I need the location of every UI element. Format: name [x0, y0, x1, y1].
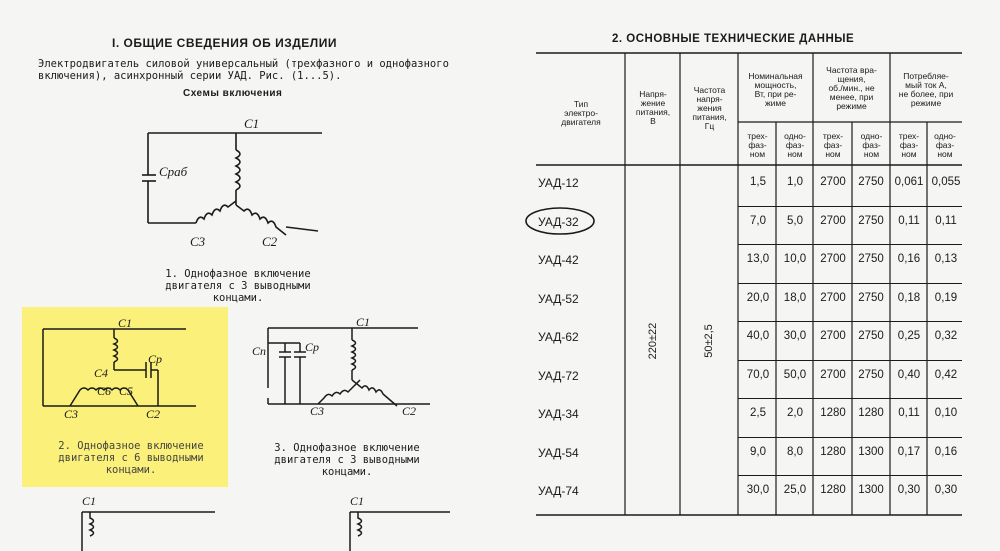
subheader-speed-1ph — [853, 132, 890, 159]
d2-label-c1: C1 — [118, 316, 133, 330]
header-voltage-line: Напря- — [639, 89, 667, 99]
frequency-value: 50±2,5 — [703, 324, 715, 358]
row-divider — [738, 321, 962, 322]
d3-label-c2: C2 — [402, 404, 417, 418]
d2-label-c5: C5 — [119, 384, 134, 398]
d3-label-cp: Cр — [305, 340, 320, 354]
row-cell-i3: 0,18 — [897, 291, 921, 304]
diagram-3-caption — [262, 442, 432, 478]
row-cell-n1: 1300 — [858, 484, 884, 496]
sub-line: фаз- — [785, 140, 805, 150]
header-power-line: жиме — [764, 98, 786, 108]
row-divider — [738, 244, 962, 245]
header-type-line: двигателя — [561, 117, 601, 127]
row-cell-n3: 2700 — [820, 291, 846, 304]
row-cell-i3: 0,16 — [897, 253, 921, 265]
d2-caption-line: концами. — [105, 464, 157, 476]
d2-label-c6: C6 — [97, 384, 112, 398]
row-cell-n1: 2750 — [858, 176, 884, 188]
row-cell-p3: 20,0 — [746, 291, 770, 304]
d3-label-c3: C3 — [310, 404, 325, 418]
header-current — [891, 72, 961, 108]
header-current-line: не более, при — [898, 89, 954, 99]
row-cell-n3: 2700 — [820, 176, 846, 188]
sub-line: ном — [749, 149, 766, 159]
header-current-line: Потребляе- — [903, 71, 949, 81]
row-cell-n3: 2700 — [820, 214, 846, 227]
header-frequency — [682, 86, 737, 131]
row-cell-p3: 1,5 — [750, 176, 766, 188]
row-cell-n3: 1280 — [820, 445, 846, 458]
row-cell-n3: 1280 — [820, 407, 846, 419]
row-type-label: УАД-54 — [538, 445, 579, 460]
header-frequency-line: жения — [697, 103, 722, 113]
subheader-speed-3ph — [814, 132, 852, 159]
row-cell-i3: 0,30 — [897, 484, 921, 496]
d2-label-c3: C3 — [64, 407, 79, 421]
row-cell-p3: 70,0 — [746, 368, 770, 381]
row-divider — [738, 360, 962, 361]
row-divider — [738, 475, 962, 476]
header-type-line: Тип — [573, 99, 589, 109]
header-current-line: мый ток А, — [905, 80, 947, 90]
row-cell-p1: 18,0 — [783, 291, 807, 304]
row-cell-n1: 2750 — [858, 253, 884, 265]
row-cell-p1: 1,0 — [787, 176, 803, 188]
sub-line: одно- — [860, 131, 883, 141]
d1-caption-line: 1. Однофазное включение — [165, 268, 311, 280]
row-divider — [738, 283, 962, 284]
right-section-title: 2. ОСНОВНЫЕ ТЕХНИЧЕСКИЕ ДАННЫЕ — [612, 33, 855, 45]
d3-label-c1: C1 — [356, 315, 371, 329]
d3-caption-line: 3. Однофазное включение — [274, 442, 420, 454]
header-speed-line: об./мин., не — [828, 83, 875, 93]
left-section-title: I. ОБЩИЕ СВЕДЕНИЯ ОБ ИЗДЕЛИИ — [112, 36, 337, 50]
voltage-value: 220±22 — [647, 322, 659, 360]
row-type-label: УАД-72 — [538, 368, 579, 383]
header-voltage-line: В — [650, 116, 656, 126]
row-cell-i1: 0,42 — [934, 368, 958, 381]
row-cell-p1: 10,0 — [783, 253, 807, 265]
row-cell-i3: 0,061 — [894, 176, 924, 188]
row-cell-i1: 0,32 — [934, 330, 958, 342]
header-speed-line: менее, при — [829, 92, 874, 102]
row-cell-n3: 1280 — [820, 484, 846, 496]
row-cell-n1: 2750 — [858, 291, 884, 304]
sub-line: фаз- — [935, 140, 955, 150]
header-power-line: Вт, при ре- — [754, 89, 797, 99]
sub-line: фаз- — [748, 140, 767, 150]
schemes-title: Схемы включения — [183, 88, 283, 99]
row-cell-p1: 5,0 — [787, 214, 803, 227]
d2-caption-line: 2. Однофазное включение — [58, 440, 204, 452]
header-speed-line: Частота вра- — [826, 65, 877, 75]
d2-label-c2: C2 — [146, 407, 161, 421]
subheader-current-3ph — [891, 132, 927, 159]
sub-line: трех- — [898, 131, 920, 141]
header-voltage — [627, 90, 679, 126]
diagram-2-caption — [46, 440, 216, 476]
row-cell-p1: 30,0 — [783, 330, 807, 342]
row-cell-i1: 0,16 — [934, 445, 958, 458]
d1-caption-line: концами. — [212, 292, 264, 304]
row-cell-n1: 1300 — [858, 445, 884, 458]
intro-line-2: включения), асинхронный серии УАД. Рис. (1...5). — [38, 70, 342, 82]
sub-line: фаз- — [862, 140, 881, 150]
row-divider — [738, 206, 962, 207]
row-cell-p3: 7,0 — [750, 214, 766, 227]
sub-line: ном — [787, 149, 803, 159]
header-voltage-line: питания, — [635, 107, 671, 117]
header-voltage-line: жение — [640, 98, 666, 108]
row-cell-i3: 0,25 — [897, 330, 921, 342]
row-cell-p1: 2,0 — [787, 407, 803, 419]
row-divider — [738, 398, 962, 399]
header-speed-line: режиме — [836, 101, 867, 111]
d3-caption-line: концами. — [321, 466, 373, 478]
sub-line: трех- — [747, 131, 768, 141]
subheader-power-1ph — [777, 132, 813, 159]
header-frequency-line: Гц — [704, 121, 715, 131]
sub-line: фаз- — [899, 140, 919, 150]
row-type-label: УАД-62 — [538, 330, 579, 344]
bottom-label-c1-left: C1 — [82, 494, 97, 508]
row-cell-i1: 0,19 — [934, 291, 958, 304]
row-cell-i1: 0,10 — [934, 407, 958, 419]
row-cell-p3: 40,0 — [746, 330, 770, 342]
row-cell-n3: 2700 — [820, 330, 846, 342]
row-cell-p3: 30,0 — [746, 484, 770, 496]
row-cell-i3: 0,11 — [898, 407, 920, 419]
row-cell-p3: 9,0 — [750, 445, 766, 458]
row-type-label: УАД-52 — [538, 291, 579, 306]
row-type-label: УАД-42 — [538, 253, 579, 267]
row-type-label: УАД-34 — [538, 407, 579, 421]
intro-line-1: Электродвигатель силовой универсальный (трехфазного и однофазного — [38, 58, 449, 70]
sub-line: ном — [901, 149, 917, 159]
header-power — [739, 72, 812, 108]
circle-marker — [0, 0, 1, 1]
header-type-line: электро- — [564, 108, 598, 118]
row-cell-i1: 0,30 — [934, 484, 958, 496]
d1-label-c2: C2 — [262, 234, 278, 249]
sub-line: ном — [937, 149, 953, 159]
row-cell-i3: 0,11 — [898, 214, 920, 227]
row-type-label: УАД-12 — [538, 176, 579, 190]
d3-label-cn: Cп — [252, 344, 267, 358]
row-type-label: УАД-74 — [538, 484, 579, 498]
row-cell-n1: 2750 — [858, 214, 884, 227]
d2-caption-line: двигателя с 6 выводными — [58, 452, 204, 464]
header-frequency-line: питания, — [692, 112, 727, 122]
header-current-line: режиме — [910, 98, 942, 108]
sub-line: ном — [825, 149, 841, 159]
row-cell-p1: 8,0 — [787, 445, 803, 458]
bottom-label-c1-right: C1 — [350, 494, 365, 508]
sub-line: трех- — [822, 131, 844, 141]
d2-label-cp: Cр — [148, 352, 163, 366]
d1-label-c3: C3 — [190, 234, 206, 249]
row-cell-i1: 0,055 — [931, 176, 961, 188]
row-cell-p1: 50,0 — [783, 368, 807, 381]
row-divider — [738, 437, 962, 438]
header-speed — [814, 66, 889, 111]
row-cell-n1: 1280 — [858, 407, 884, 419]
row-cell-i3: 0,17 — [897, 445, 921, 458]
header-speed-line: щения, — [837, 74, 866, 84]
row-cell-p3: 13,0 — [746, 253, 770, 265]
row-cell-p1: 25,0 — [783, 484, 807, 496]
header-type — [546, 100, 616, 127]
row-cell-i1: 0,11 — [935, 214, 957, 227]
row-type-label: УАД-32 — [538, 214, 579, 229]
sub-line: фаз- — [823, 140, 843, 150]
sub-line: одно- — [784, 131, 806, 141]
d1-label-crab: Cраб — [159, 164, 188, 179]
row-cell-n1: 2750 — [858, 368, 884, 381]
row-cell-i3: 0,40 — [897, 368, 921, 381]
header-power-line: Номинальная — [748, 71, 803, 81]
sub-line: одно- — [934, 131, 956, 141]
d3-caption-line: двигателя с 3 выводными — [274, 454, 420, 466]
diagram-1-caption — [158, 268, 318, 304]
row-cell-n3: 2700 — [820, 253, 846, 265]
row-cell-n1: 2750 — [858, 330, 884, 342]
row-cell-p3: 2,5 — [750, 407, 766, 419]
header-frequency-line: напря- — [696, 94, 723, 104]
d1-label-c1: C1 — [244, 116, 260, 131]
subheader-current-1ph — [928, 132, 962, 159]
row-cell-n3: 2700 — [820, 368, 846, 381]
d1-caption-line: двигателя с 3 выводными — [165, 280, 311, 292]
d2-label-c4: C4 — [94, 366, 109, 380]
header-frequency-line: Частота — [693, 85, 726, 95]
row-cell-i1: 0,13 — [934, 253, 958, 265]
sub-line: ном — [863, 149, 880, 159]
subheader-power-3ph — [739, 132, 776, 159]
header-power-line: мощность, — [754, 80, 797, 90]
